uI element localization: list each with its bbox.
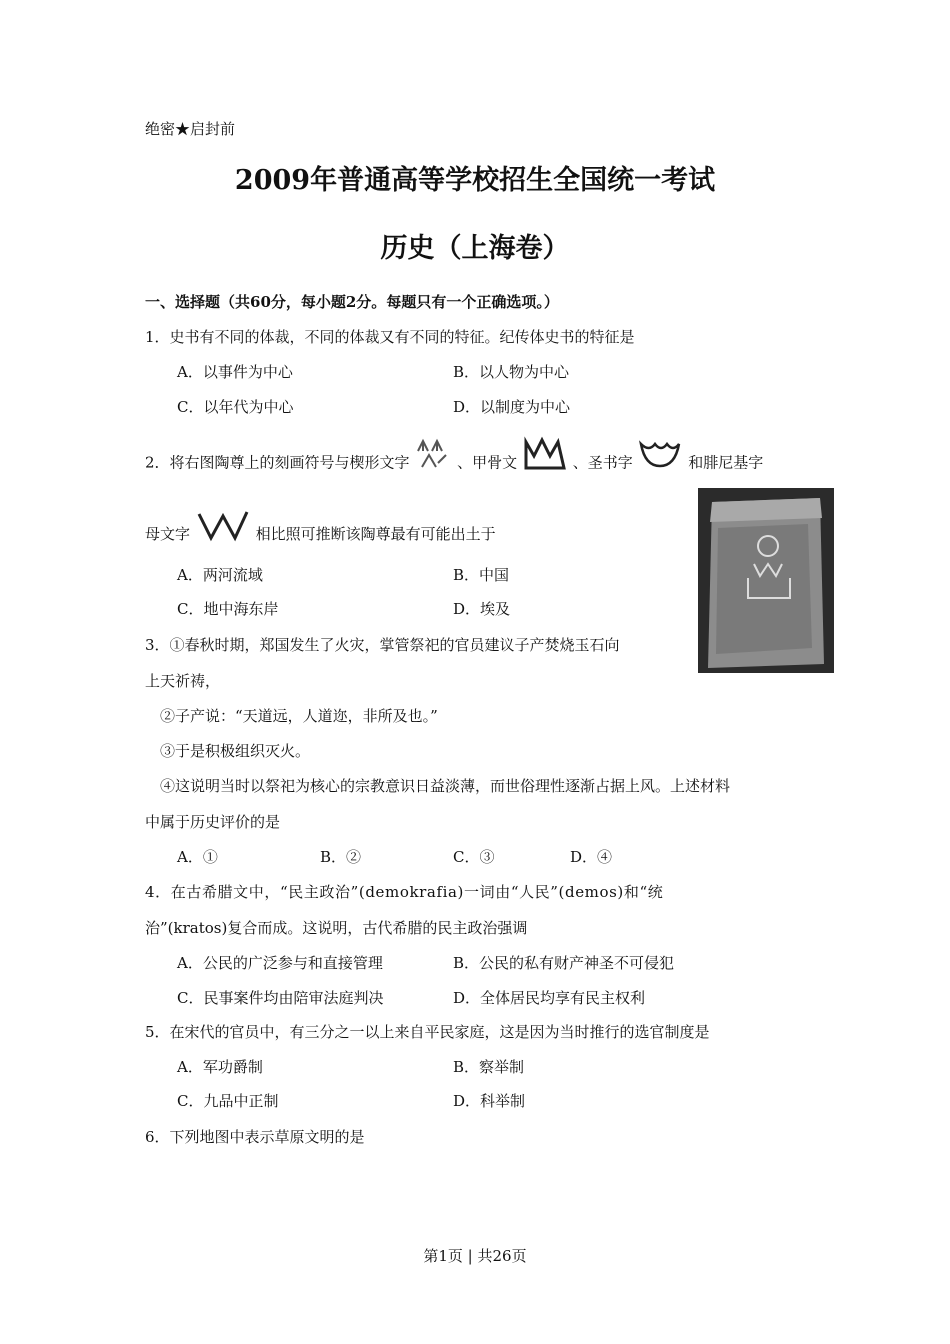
question-3-line-5: ④这说明当时以祭祀为核心的宗教意识日益淡薄，而世俗理性逐渐占据上风。上述材料 <box>160 777 731 795</box>
oracle-bone-glyph-icon <box>522 436 568 491</box>
question-6-stem: 6．下列地图中表示草原文明的是 <box>145 1128 365 1146</box>
hieroglyph-glyph-icon <box>637 438 683 489</box>
page-footer: 第1页 | 共26页 <box>423 1247 527 1265</box>
question-3-line-4: ③于是积极组织灭火。 <box>160 742 311 760</box>
phoenician-glyph-icon <box>195 508 251 562</box>
question-1-option-a: A．以事件为中心 <box>177 363 293 381</box>
exam-title: 2009年普通高等学校招生全国统一考试 <box>234 165 716 196</box>
question-3-option-a: A．① <box>177 848 218 866</box>
question-2-text-6: 相比照可推断该陶尊最有可能出土于 <box>255 525 496 543</box>
question-2-text-2: 、甲骨文 <box>457 453 518 472</box>
question-5-option-b: B．察举制 <box>453 1058 525 1076</box>
question-2-option-a: A．两河流域 <box>177 566 263 584</box>
question-2-option-c: C．地中海东岸 <box>177 600 279 618</box>
question-3-line-1: 3．①春秋时期，郑国发生了火灾，掌管祭祀的官员建议子产焚烧玉石向 <box>145 636 620 654</box>
question-4-line-2: 治”(kratos)复合而成。这说明，古代希腊的民主政治强调 <box>145 919 528 937</box>
pottery-vessel-image <box>698 488 834 673</box>
question-2-option-b: B．中国 <box>453 566 510 584</box>
question-1-option-d: D．以制度为中心 <box>453 398 571 416</box>
question-1-option-b: B．以人物为中心 <box>453 363 570 381</box>
question-5-stem: 5．在宋代的官员中，有三分之一以上来自平民家庭，这是因为当时推行的选官制度是 <box>145 1023 710 1041</box>
question-2-line-1 <box>145 436 763 484</box>
question-2-option-d: D．埃及 <box>453 600 511 618</box>
question-5-option-d: D．科举制 <box>453 1092 526 1110</box>
section-heading: 一、选择题（共60分，每小题2分。每题只有一个正确选项。） <box>145 293 559 311</box>
question-4-option-d: D．全体居民均享有民主权利 <box>453 989 646 1007</box>
question-2-text-5: 母文字 <box>145 525 191 543</box>
question-3-line-2: 上天祈祷， <box>145 672 221 690</box>
question-3-option-d: D．④ <box>570 848 613 866</box>
question-2-text-1: 2．将右图陶尊上的刻画符号与楔形文字 <box>145 453 410 472</box>
question-3-option-b: B．② <box>320 848 362 866</box>
question-2-text-3: 、圣书字 <box>572 453 633 472</box>
question-1-stem: 1．史书有不同的体裁，不同的体裁又有不同的特征。纪传体史书的特征是 <box>145 328 635 346</box>
question-1-option-c: C．以年代为中心 <box>177 398 294 416</box>
question-3-line-3: ②子产说：“天道远，人道迩，非所及也。” <box>160 707 438 725</box>
question-2-text-4: 和腓尼基字 <box>688 453 764 472</box>
question-3-option-c: C．③ <box>453 848 495 866</box>
question-4-option-b: B．公民的私有财产神圣不可侵犯 <box>453 954 675 972</box>
cuneiform-glyph-icon <box>414 437 452 490</box>
question-4-option-c: C．民事案件均由陪审法庭判决 <box>177 989 384 1007</box>
question-4-line-1: 4．在古希腊文中，“民主政治”(demokrafia)一词由“人民”(demos)和“统 <box>145 883 664 901</box>
exam-subtitle: 历史（上海卷） <box>380 233 570 264</box>
question-5-option-c: C．九品中正制 <box>177 1092 279 1110</box>
question-5-option-a: A．军功爵制 <box>177 1058 263 1076</box>
question-2-line-2 <box>145 508 496 558</box>
question-3-line-6: 中属于历史评价的是 <box>145 813 281 831</box>
secret-mark: 绝密★启封前 <box>145 120 236 138</box>
question-4-option-a: A．公民的广泛参与和直接管理 <box>177 954 383 972</box>
